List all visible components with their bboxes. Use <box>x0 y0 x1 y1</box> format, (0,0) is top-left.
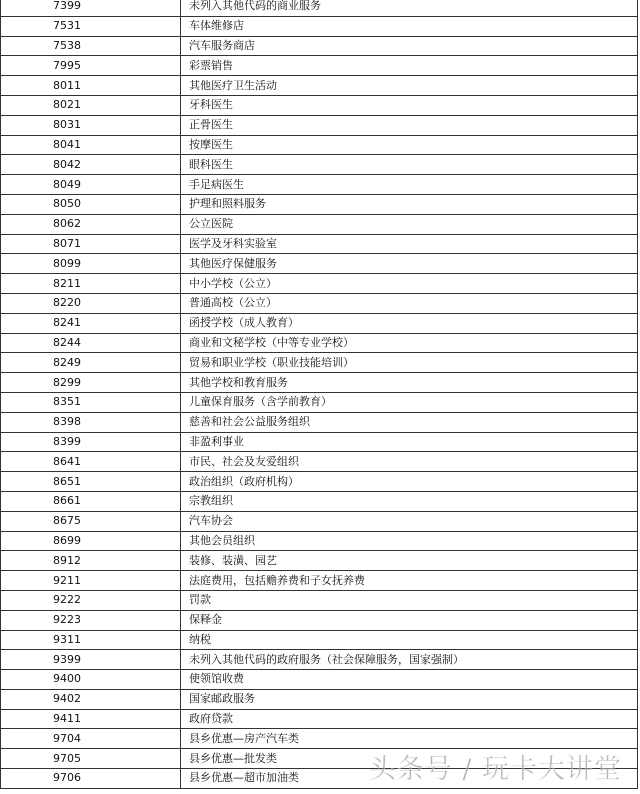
table-row <box>1 551 638 571</box>
table-row <box>1 16 638 36</box>
mcc-code-cell: 8049 <box>1 175 181 195</box>
table-row <box>1 472 638 492</box>
table-row <box>1 491 638 511</box>
mcc-code-cell: 9311 <box>1 630 181 650</box>
table-row <box>1 373 638 393</box>
watermark-text: 头条号 / 玩卡大讲堂 <box>368 754 622 785</box>
merchant-category-cell: 护理和照料服务 <box>181 194 638 214</box>
table-row <box>1 670 638 690</box>
mcc-code-cell: 8699 <box>1 531 181 551</box>
table-row <box>1 432 638 452</box>
mcc-code-cell: 9400 <box>1 670 181 690</box>
mcc-code-cell: 8912 <box>1 551 181 571</box>
merchant-category-cell: 其他医疗卫生活动 <box>181 76 638 96</box>
merchant-category-cell: 汽车服务商店 <box>181 36 638 56</box>
table-row <box>1 412 638 432</box>
merchant-category-cell: 未列入其他代码的政府服务（社会保障服务，国家强制） <box>181 650 638 670</box>
merchant-category-cell: 牙科医生 <box>181 95 638 115</box>
merchant-category-cell: 医学及牙科实验室 <box>181 234 638 254</box>
table-row <box>1 590 638 610</box>
mcc-code-cell: 8220 <box>1 293 181 313</box>
mcc-code-cell: 8675 <box>1 511 181 531</box>
merchant-category-cell: 县乡优惠—批发类 <box>181 749 638 769</box>
merchant-category-cell: 其他医疗保健服务 <box>181 254 638 274</box>
merchant-category-cell: 慈善和社会公益服务组织 <box>181 412 638 432</box>
table-row <box>1 531 638 551</box>
merchant-category-cell: 使领馆收费 <box>181 670 638 690</box>
merchant-category-cell: 车体维修店 <box>181 16 638 36</box>
mcc-code-cell: 9399 <box>1 650 181 670</box>
table-row <box>1 76 638 96</box>
table-row <box>1 175 638 195</box>
mcc-code-cell: 8651 <box>1 472 181 492</box>
table-row <box>1 293 638 313</box>
mcc-code-cell: 8041 <box>1 135 181 155</box>
merchant-category-cell: 保释金 <box>181 610 638 630</box>
mcc-code-cell: 9402 <box>1 689 181 709</box>
mcc-code-cell: 8641 <box>1 452 181 472</box>
merchant-category-cell: 法庭费用，包括赡养费和子女抚养费 <box>181 571 638 591</box>
merchant-category-cell: 未列入其他代码的商业服务 <box>181 0 638 16</box>
merchant-category-cell: 公立医院 <box>181 214 638 234</box>
merchant-category-cell: 贸易和职业学校（职业技能培训） <box>181 353 638 373</box>
table-row <box>1 511 638 531</box>
table-row <box>1 234 638 254</box>
table-row <box>1 392 638 412</box>
merchant-category-cell: 手足病医生 <box>181 175 638 195</box>
merchant-category-cell: 纳税 <box>181 630 638 650</box>
mcc-code-cell: 9706 <box>1 769 181 789</box>
mcc-code-cell: 8399 <box>1 432 181 452</box>
table-row <box>1 571 638 591</box>
mcc-code-cell: 8042 <box>1 155 181 175</box>
merchant-category-cell: 普通高校（公立） <box>181 293 638 313</box>
mcc-code-cell: 7399 <box>1 0 181 16</box>
table-row <box>1 650 638 670</box>
mcc-code-cell: 7531 <box>1 16 181 36</box>
mcc-code-cell: 9211 <box>1 571 181 591</box>
mcc-code-cell: 9222 <box>1 590 181 610</box>
table-row <box>1 56 638 76</box>
merchant-category-cell: 函授学校（成人教育） <box>181 313 638 333</box>
mcc-code-cell: 7538 <box>1 36 181 56</box>
table-body <box>1 0 638 788</box>
merchant-category-cell: 按摩医生 <box>181 135 638 155</box>
mcc-code-cell: 8099 <box>1 254 181 274</box>
merchant-category-cell: 政府贷款 <box>181 709 638 729</box>
mcc-code-cell: 8071 <box>1 234 181 254</box>
table-row <box>1 194 638 214</box>
table-row <box>1 689 638 709</box>
merchant-category-cell: 商业和文秘学校（中等专业学校） <box>181 333 638 353</box>
merchant-category-cell: 汽车协会 <box>181 511 638 531</box>
table-row <box>1 709 638 729</box>
mcc-code-cell: 8351 <box>1 392 181 412</box>
table-row <box>1 353 638 373</box>
mcc-code-cell: 8050 <box>1 194 181 214</box>
table-row <box>1 274 638 294</box>
mcc-code-cell: 9705 <box>1 749 181 769</box>
table-row <box>1 254 638 274</box>
mcc-code-cell: 8299 <box>1 373 181 393</box>
table-row <box>1 214 638 234</box>
table-row <box>1 729 638 749</box>
table-row <box>1 313 638 333</box>
table-row <box>1 0 638 16</box>
merchant-category-cell: 其他学校和教育服务 <box>181 373 638 393</box>
merchant-category-cell: 市民、社会及友爱组织 <box>181 452 638 472</box>
merchant-category-cell: 正骨医生 <box>181 115 638 135</box>
merchant-category-cell: 其他会员组织 <box>181 531 638 551</box>
merchant-category-cell: 宗教组织 <box>181 491 638 511</box>
merchant-category-cell: 儿童保育服务（含学前教育） <box>181 392 638 412</box>
merchant-category-cell: 彩票销售 <box>181 56 638 76</box>
table-row <box>1 452 638 472</box>
table-row <box>1 333 638 353</box>
merchant-category-cell: 罚款 <box>181 590 638 610</box>
mcc-code-cell: 7995 <box>1 56 181 76</box>
merchant-category-cell: 装修、装潢、园艺 <box>181 551 638 571</box>
merchant-category-cell: 中小学校（公立） <box>181 274 638 294</box>
merchant-category-cell: 国家邮政服务 <box>181 689 638 709</box>
mcc-code-cell: 8211 <box>1 274 181 294</box>
mcc-code-cell: 9223 <box>1 610 181 630</box>
table-row <box>1 155 638 175</box>
table-row <box>1 95 638 115</box>
mcc-code-cell: 8249 <box>1 353 181 373</box>
table-row <box>1 630 638 650</box>
mcc-code-cell: 8011 <box>1 76 181 96</box>
merchant-category-cell: 县乡优惠—房产汽车类 <box>181 729 638 749</box>
mcc-code-cell: 8031 <box>1 115 181 135</box>
table-row <box>1 135 638 155</box>
mcc-code-cell: 8241 <box>1 313 181 333</box>
mcc-code-cell: 8021 <box>1 95 181 115</box>
mcc-code-cell: 8661 <box>1 491 181 511</box>
mcc-code-cell: 9704 <box>1 729 181 749</box>
merchant-category-cell: 非盈利事业 <box>181 432 638 452</box>
merchant-category-cell: 政治组织（政府机构） <box>181 472 638 492</box>
merchant-category-cell: 县乡优惠—超市加油类 <box>181 769 638 789</box>
merchant-category-cell: 眼科医生 <box>181 155 638 175</box>
table-row <box>1 610 638 630</box>
table-row <box>1 115 638 135</box>
mcc-code-cell: 8398 <box>1 412 181 432</box>
table-row <box>1 36 638 56</box>
mcc-code-cell: 9411 <box>1 709 181 729</box>
mcc-code-cell: 8244 <box>1 333 181 353</box>
mcc-code-cell: 8062 <box>1 214 181 234</box>
